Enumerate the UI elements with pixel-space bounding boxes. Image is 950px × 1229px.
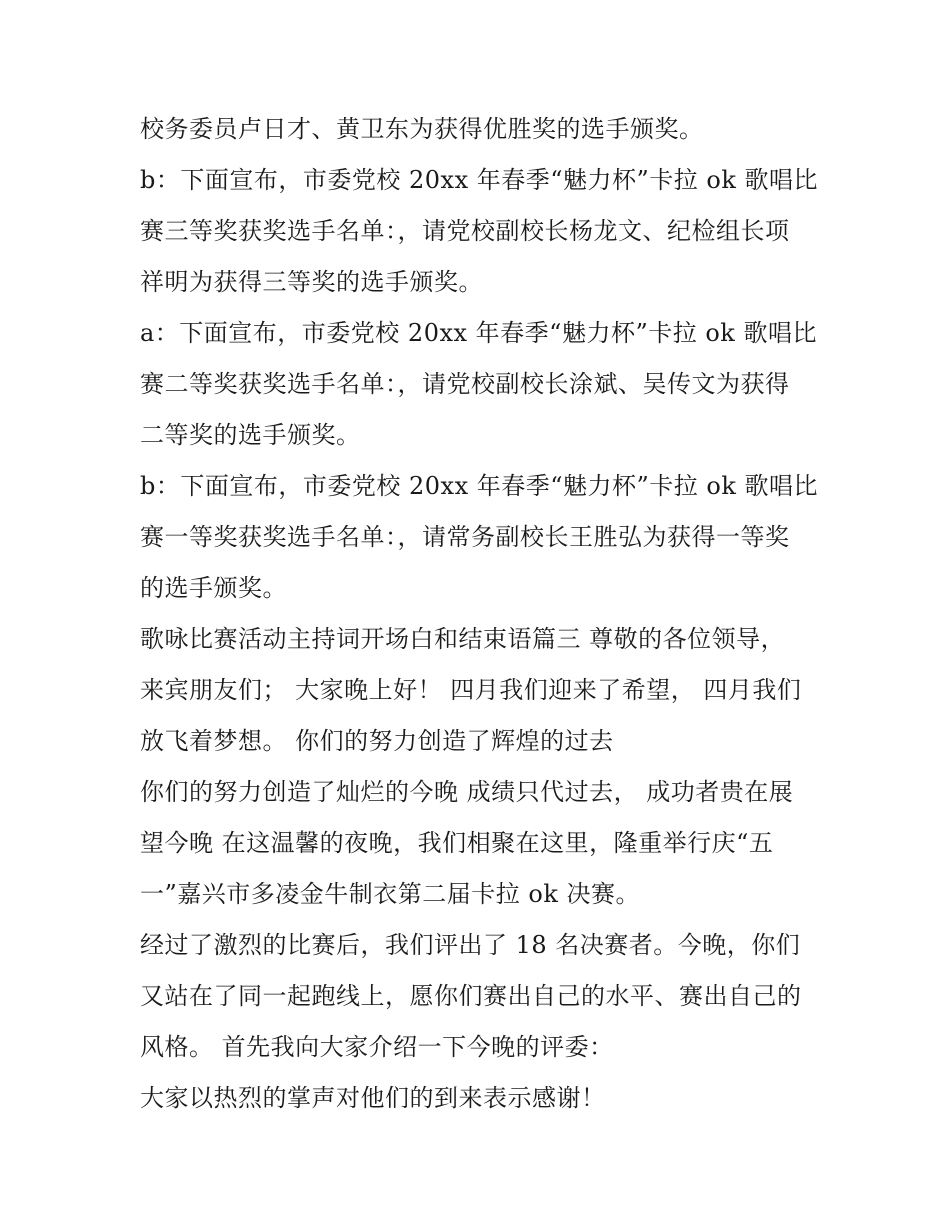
text-line: 放飞着梦想。 你们的努力创造了辉煌的过去 [140,727,614,755]
text-line: 赛二等奖获奖选手名单：，请党校副校长涂斌、吴传文为获得 [140,370,790,398]
text-line: 二等奖的选手颁奖。 [140,421,361,449]
text-line: 经过了激烈的比赛后，我们评出了 18 名决赛者。今晚，你们 [140,931,801,959]
text-line: 又站在了同一起跑线上，愿你们赛出自己的水平、赛出自己的 [140,982,802,1010]
text-line: 一”嘉兴市多凌金牛制衣第二届卡拉 ok 决赛。 [140,880,641,908]
text-line: 的选手颁奖。 [140,574,287,602]
text-line: b：下面宣布，市委党校 20xx 年春季“魅力杯”卡拉 ok 歌唱比 [140,166,819,194]
text-line: 歌咏比赛活动主持词开场白和结束语篇三 尊敬的各位领导， [140,625,786,653]
text-line: 赛三等奖获奖选手名单：，请党校副校长杨龙文、纪检组长项 [140,217,790,245]
text-line: b：下面宣布，市委党校 20xx 年春季“魅力杯”卡拉 ok 歌唱比 [140,472,819,500]
text-line: 赛一等奖获奖选手名单：，请常务副校长王胜弘为获得一等奖 [140,523,790,551]
text-line: 望今晚 在这温馨的夜晚，我们相聚在这里，隆重举行庆“五 [140,829,774,857]
text-line: 你们的努力创造了灿烂的今晚 成绩只代过去， 成功者贵在展 [140,778,794,806]
document-body [140,104,840,1124]
text-line: 大家以热烈的掌声对他们的到来表示感谢！ [140,1084,606,1112]
text-line: 风格。 首先我向大家介绍一下今晚的评委： [140,1033,614,1061]
text-line: 祥明为获得三等奖的选手颁奖。 [140,268,483,296]
text-line: a：下面宣布，市委党校 20xx 年春季“魅力杯”卡拉 ok 歌唱比 [140,319,817,347]
text-line: 来宾朋友们； 大家晚上好！ 四月我们迎来了希望， 四月我们 [140,676,802,704]
text-line: 校务委员卢日才、黄卫东为获得优胜奖的选手颁奖。 [140,115,704,143]
